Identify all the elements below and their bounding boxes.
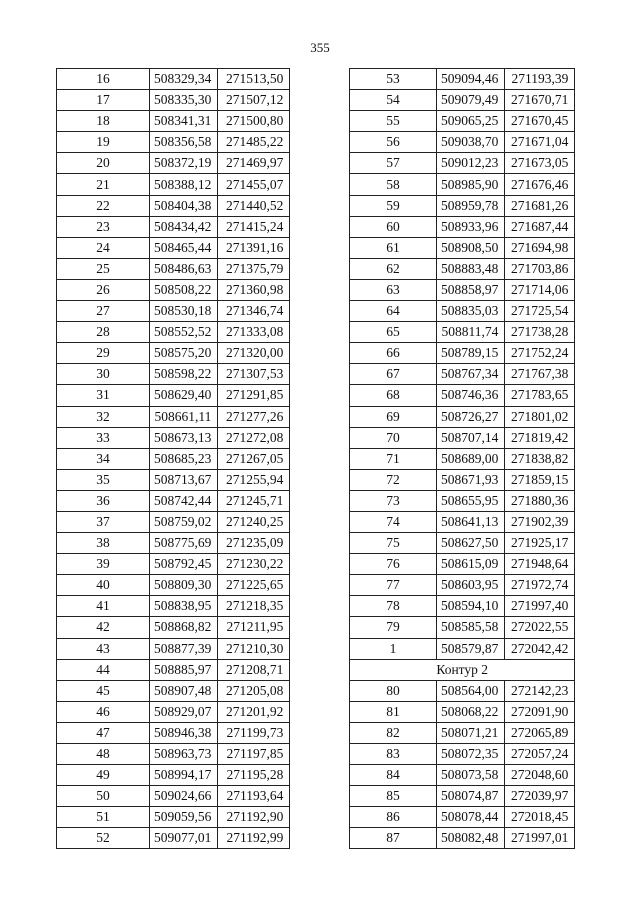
x-coordinate-cell: 508835,03: [437, 301, 505, 322]
point-number-cell: 38: [57, 533, 150, 554]
y-coordinate-cell: 271671,04: [505, 132, 575, 153]
y-coordinate-cell: 271195,28: [218, 765, 290, 786]
table-row: [350, 90, 575, 111]
point-number-cell: 63: [350, 279, 437, 300]
table-row: [350, 765, 575, 786]
x-coordinate-cell: 508071,21: [437, 722, 505, 743]
y-coordinate-cell: 272065,89: [505, 722, 575, 743]
table-row: [350, 153, 575, 174]
point-number-cell: 64: [350, 301, 437, 322]
table-row: [57, 111, 290, 132]
table-row: [350, 744, 575, 765]
y-coordinate-cell: 271211,95: [218, 617, 290, 638]
x-coordinate-cell: 508335,30: [150, 90, 218, 111]
table-row: [350, 279, 575, 300]
x-coordinate-cell: 508868,82: [150, 617, 218, 638]
table-row: [350, 174, 575, 195]
y-coordinate-cell: 271997,40: [505, 596, 575, 617]
x-coordinate-cell: 508078,44: [437, 807, 505, 828]
y-coordinate-cell: 271972,74: [505, 575, 575, 596]
y-coordinate-cell: 271819,42: [505, 427, 575, 448]
table-row: [350, 343, 575, 364]
y-coordinate-cell: 271210,30: [218, 638, 290, 659]
x-coordinate-cell: 509079,49: [437, 90, 505, 111]
point-number-cell: 47: [57, 722, 150, 743]
table-row: [57, 765, 290, 786]
y-coordinate-cell: 271346,74: [218, 301, 290, 322]
table-row: [350, 828, 575, 849]
point-number-cell: 69: [350, 406, 437, 427]
y-coordinate-cell: 271235,09: [218, 533, 290, 554]
point-number-cell: 46: [57, 701, 150, 722]
table-row: [57, 153, 290, 174]
table-row: [350, 322, 575, 343]
point-number-cell: 28: [57, 322, 150, 343]
point-number-cell: 26: [57, 279, 150, 300]
x-coordinate-cell: 508775,69: [150, 533, 218, 554]
y-coordinate-cell: 271455,07: [218, 174, 290, 195]
point-number-cell: 87: [350, 828, 437, 849]
table-row: [350, 807, 575, 828]
y-coordinate-cell: 271193,64: [218, 786, 290, 807]
table-row: [350, 722, 575, 743]
point-number-cell: 83: [350, 744, 437, 765]
point-number-cell: 44: [57, 659, 150, 680]
point-number-cell: 66: [350, 343, 437, 364]
point-number-cell: 58: [350, 174, 437, 195]
point-number-cell: 36: [57, 490, 150, 511]
point-number-cell: 42: [57, 617, 150, 638]
table-row: [350, 554, 575, 575]
point-number-cell: 49: [57, 765, 150, 786]
y-coordinate-cell: 271670,45: [505, 111, 575, 132]
x-coordinate-cell: 509094,46: [437, 69, 505, 90]
point-number-cell: 30: [57, 364, 150, 385]
table-row: [350, 469, 575, 490]
table-row: [57, 554, 290, 575]
x-coordinate-cell: 508508,22: [150, 279, 218, 300]
table-row: [350, 533, 575, 554]
table-row: [350, 237, 575, 258]
table-row: [57, 322, 290, 343]
y-coordinate-cell: 272142,23: [505, 680, 575, 701]
x-coordinate-cell: 508883,48: [437, 258, 505, 279]
table-row: [57, 174, 290, 195]
y-coordinate-cell: 271752,24: [505, 343, 575, 364]
x-coordinate-cell: 508329,34: [150, 69, 218, 90]
page-number: 355: [310, 40, 330, 55]
x-coordinate-cell: 509038,70: [437, 132, 505, 153]
point-number-cell: 76: [350, 554, 437, 575]
y-coordinate-cell: 271801,02: [505, 406, 575, 427]
x-coordinate-cell: 508929,07: [150, 701, 218, 722]
y-coordinate-cell: 271199,73: [218, 722, 290, 743]
table-row: [57, 828, 290, 849]
point-number-cell: 19: [57, 132, 150, 153]
x-coordinate-cell: 508933,96: [437, 216, 505, 237]
table-row: [57, 638, 290, 659]
y-coordinate-cell: 271320,00: [218, 343, 290, 364]
point-number-cell: 55: [350, 111, 437, 132]
x-coordinate-cell: 508671,93: [437, 469, 505, 490]
point-number-cell: 35: [57, 469, 150, 490]
x-coordinate-cell: 508082,48: [437, 828, 505, 849]
table-row: [57, 427, 290, 448]
table-row: [57, 385, 290, 406]
table-row: [57, 343, 290, 364]
table-row: [57, 301, 290, 322]
contour-subheading: Контур 2: [350, 659, 575, 680]
y-coordinate-cell: 271205,08: [218, 680, 290, 701]
y-coordinate-cell: 272039,97: [505, 786, 575, 807]
y-coordinate-cell: 271245,71: [218, 490, 290, 511]
point-number-cell: 77: [350, 575, 437, 596]
y-coordinate-cell: 271192,90: [218, 807, 290, 828]
y-coordinate-cell: 271902,39: [505, 511, 575, 532]
table-row: [57, 722, 290, 743]
y-coordinate-cell: 271440,52: [218, 195, 290, 216]
point-number-cell: 25: [57, 258, 150, 279]
x-coordinate-cell: 508530,18: [150, 301, 218, 322]
y-coordinate-cell: 272048,60: [505, 765, 575, 786]
y-coordinate-cell: 271291,85: [218, 385, 290, 406]
x-coordinate-cell: 508858,97: [437, 279, 505, 300]
table-row: [350, 448, 575, 469]
x-coordinate-cell: 508564,00: [437, 680, 505, 701]
x-coordinate-cell: 508388,12: [150, 174, 218, 195]
x-coordinate-cell: 508486,63: [150, 258, 218, 279]
x-coordinate-cell: 508629,40: [150, 385, 218, 406]
point-number-cell: 37: [57, 511, 150, 532]
y-coordinate-cell: 271192,99: [218, 828, 290, 849]
y-coordinate-cell: 271272,08: [218, 427, 290, 448]
point-number-cell: 48: [57, 744, 150, 765]
point-number-cell: 16: [57, 69, 150, 90]
table-row: [350, 111, 575, 132]
x-coordinate-cell: 508073,58: [437, 765, 505, 786]
x-coordinate-cell: 508068,22: [437, 701, 505, 722]
y-coordinate-cell: 271880,36: [505, 490, 575, 511]
point-number-cell: 33: [57, 427, 150, 448]
x-coordinate-cell: 508759,02: [150, 511, 218, 532]
table-row: [57, 216, 290, 237]
x-coordinate-cell: 508689,00: [437, 448, 505, 469]
y-coordinate-cell: 271225,65: [218, 575, 290, 596]
y-coordinate-cell: 271307,53: [218, 364, 290, 385]
point-number-cell: 56: [350, 132, 437, 153]
point-number-cell: 24: [57, 237, 150, 258]
x-coordinate-cell: 508585,58: [437, 617, 505, 638]
x-coordinate-cell: 508404,38: [150, 195, 218, 216]
y-coordinate-cell: 271267,05: [218, 448, 290, 469]
x-coordinate-cell: 508959,78: [437, 195, 505, 216]
point-number-cell: 53: [350, 69, 437, 90]
x-coordinate-cell: 508789,15: [437, 343, 505, 364]
x-coordinate-cell: 508767,34: [437, 364, 505, 385]
y-coordinate-cell: 271948,64: [505, 554, 575, 575]
point-number-cell: 22: [57, 195, 150, 216]
point-number-cell: 80: [350, 680, 437, 701]
table-row: [57, 807, 290, 828]
coordinates-table-left: [56, 68, 290, 849]
x-coordinate-cell: 508615,09: [437, 554, 505, 575]
y-coordinate-cell: 272042,42: [505, 638, 575, 659]
table-row: [350, 69, 575, 90]
y-coordinate-cell: 271201,92: [218, 701, 290, 722]
x-coordinate-cell: 508641,13: [437, 511, 505, 532]
table-row: [350, 596, 575, 617]
point-number-cell: 40: [57, 575, 150, 596]
x-coordinate-cell: 508552,52: [150, 322, 218, 343]
table-row: [350, 490, 575, 511]
x-coordinate-cell: 508074,87: [437, 786, 505, 807]
table-row: [57, 533, 290, 554]
y-coordinate-cell: 271513,50: [218, 69, 290, 90]
table-row: [57, 680, 290, 701]
table-row: [350, 701, 575, 722]
x-coordinate-cell: 508985,90: [437, 174, 505, 195]
point-number-cell: 29: [57, 343, 150, 364]
point-number-cell: 39: [57, 554, 150, 575]
point-number-cell: 59: [350, 195, 437, 216]
point-number-cell: 60: [350, 216, 437, 237]
x-coordinate-cell: 508713,67: [150, 469, 218, 490]
x-coordinate-cell: 508742,44: [150, 490, 218, 511]
x-coordinate-cell: 508994,17: [150, 765, 218, 786]
y-coordinate-cell: 271694,98: [505, 237, 575, 258]
table-row: [57, 69, 290, 90]
y-coordinate-cell: 271375,79: [218, 258, 290, 279]
table-row: [350, 575, 575, 596]
y-coordinate-cell: 271767,38: [505, 364, 575, 385]
point-number-cell: 43: [57, 638, 150, 659]
table-row: [57, 701, 290, 722]
x-coordinate-cell: 508726,27: [437, 406, 505, 427]
x-coordinate-cell: 508811,74: [437, 322, 505, 343]
table-row: [57, 195, 290, 216]
point-number-cell: 31: [57, 385, 150, 406]
x-coordinate-cell: 509065,25: [437, 111, 505, 132]
point-number-cell: 50: [57, 786, 150, 807]
y-coordinate-cell: 271333,08: [218, 322, 290, 343]
y-coordinate-cell: 271277,26: [218, 406, 290, 427]
y-coordinate-cell: 271670,71: [505, 90, 575, 111]
point-number-cell: 71: [350, 448, 437, 469]
table-row: [57, 258, 290, 279]
y-coordinate-cell: 271469,97: [218, 153, 290, 174]
point-number-cell: 81: [350, 701, 437, 722]
table-row: [350, 406, 575, 427]
point-number-cell: 34: [57, 448, 150, 469]
table-row: [350, 680, 575, 701]
point-number-cell: 52: [57, 828, 150, 849]
y-coordinate-cell: 272018,45: [505, 807, 575, 828]
point-number-cell: 79: [350, 617, 437, 638]
y-coordinate-cell: 272091,90: [505, 701, 575, 722]
table-row: [350, 364, 575, 385]
point-number-cell: 73: [350, 490, 437, 511]
y-coordinate-cell: 271725,54: [505, 301, 575, 322]
y-coordinate-cell: 271673,05: [505, 153, 575, 174]
y-coordinate-cell: 271218,35: [218, 596, 290, 617]
y-coordinate-cell: 271783,65: [505, 385, 575, 406]
point-number-cell: 70: [350, 427, 437, 448]
coordinates-table-right-body: [350, 69, 575, 849]
y-coordinate-cell: 271687,44: [505, 216, 575, 237]
y-coordinate-cell: 271193,39: [505, 69, 575, 90]
x-coordinate-cell: 508579,87: [437, 638, 505, 659]
y-coordinate-cell: 271676,46: [505, 174, 575, 195]
x-coordinate-cell: 508792,45: [150, 554, 218, 575]
point-number-cell: 78: [350, 596, 437, 617]
point-number-cell: 20: [57, 153, 150, 174]
point-number-cell: 54: [350, 90, 437, 111]
y-coordinate-cell: 271197,85: [218, 744, 290, 765]
x-coordinate-cell: 508877,39: [150, 638, 218, 659]
point-number-cell: 67: [350, 364, 437, 385]
point-number-cell: 82: [350, 722, 437, 743]
y-coordinate-cell: 271500,80: [218, 111, 290, 132]
point-number-cell: 57: [350, 153, 437, 174]
table-row: [57, 596, 290, 617]
y-coordinate-cell: 271240,25: [218, 511, 290, 532]
x-coordinate-cell: 509012,23: [437, 153, 505, 174]
table-row: [57, 469, 290, 490]
table-row: [57, 575, 290, 596]
y-coordinate-cell: 271997,01: [505, 828, 575, 849]
y-coordinate-cell: 271230,22: [218, 554, 290, 575]
point-number-cell: 17: [57, 90, 150, 111]
table-row: [350, 511, 575, 532]
table-row: [57, 237, 290, 258]
x-coordinate-cell: 509077,01: [150, 828, 218, 849]
y-coordinate-cell: 271738,28: [505, 322, 575, 343]
y-coordinate-cell: 271485,22: [218, 132, 290, 153]
table-row: [350, 638, 575, 659]
point-number-cell: 45: [57, 680, 150, 701]
x-coordinate-cell: 508655,95: [437, 490, 505, 511]
x-coordinate-cell: 508356,58: [150, 132, 218, 153]
point-number-cell: 68: [350, 385, 437, 406]
table-row: [57, 279, 290, 300]
point-number-cell: 21: [57, 174, 150, 195]
point-number-cell: 72: [350, 469, 437, 490]
table-row: [57, 617, 290, 638]
table-row: [350, 301, 575, 322]
x-coordinate-cell: 508963,73: [150, 744, 218, 765]
table-row: [350, 617, 575, 638]
x-coordinate-cell: 508809,30: [150, 575, 218, 596]
table-row: [57, 90, 290, 111]
y-coordinate-cell: 271859,15: [505, 469, 575, 490]
y-coordinate-cell: 271714,06: [505, 279, 575, 300]
point-number-cell: 85: [350, 786, 437, 807]
coordinates-table-right: [349, 68, 575, 849]
table-row: [350, 258, 575, 279]
y-coordinate-cell: 272022,55: [505, 617, 575, 638]
table-row: [57, 744, 290, 765]
table-row: [350, 385, 575, 406]
x-coordinate-cell: 508673,13: [150, 427, 218, 448]
x-coordinate-cell: 508946,38: [150, 722, 218, 743]
x-coordinate-cell: 508707,14: [437, 427, 505, 448]
contour-subheading-row: [350, 659, 575, 680]
table-row: [350, 132, 575, 153]
table-row: [57, 448, 290, 469]
x-coordinate-cell: 508594,10: [437, 596, 505, 617]
point-number-cell: 65: [350, 322, 437, 343]
point-number-cell: 61: [350, 237, 437, 258]
x-coordinate-cell: 508627,50: [437, 533, 505, 554]
y-coordinate-cell: 271703,86: [505, 258, 575, 279]
x-coordinate-cell: 508598,22: [150, 364, 218, 385]
y-coordinate-cell: 272057,24: [505, 744, 575, 765]
y-coordinate-cell: 271507,12: [218, 90, 290, 111]
y-coordinate-cell: 271681,26: [505, 195, 575, 216]
x-coordinate-cell: 508885,97: [150, 659, 218, 680]
table-row: [350, 427, 575, 448]
table-row: [350, 195, 575, 216]
point-number-cell: 1: [350, 638, 437, 659]
table-row: [57, 490, 290, 511]
table-row: [57, 511, 290, 532]
point-number-cell: 62: [350, 258, 437, 279]
x-coordinate-cell: 508685,23: [150, 448, 218, 469]
table-row: [57, 364, 290, 385]
table-row: [57, 786, 290, 807]
table-row: [57, 132, 290, 153]
y-coordinate-cell: 271415,24: [218, 216, 290, 237]
table-row: [350, 216, 575, 237]
table-row: [350, 786, 575, 807]
point-number-cell: 74: [350, 511, 437, 532]
table-row: [57, 406, 290, 427]
x-coordinate-cell: 508838,95: [150, 596, 218, 617]
x-coordinate-cell: 509024,66: [150, 786, 218, 807]
y-coordinate-cell: 271925,17: [505, 533, 575, 554]
x-coordinate-cell: 508341,31: [150, 111, 218, 132]
x-coordinate-cell: 508661,11: [150, 406, 218, 427]
y-coordinate-cell: 271838,82: [505, 448, 575, 469]
x-coordinate-cell: 508372,19: [150, 153, 218, 174]
x-coordinate-cell: 508746,36: [437, 385, 505, 406]
y-coordinate-cell: 271208,71: [218, 659, 290, 680]
x-coordinate-cell: 508434,42: [150, 216, 218, 237]
point-number-cell: 84: [350, 765, 437, 786]
point-number-cell: 75: [350, 533, 437, 554]
point-number-cell: 51: [57, 807, 150, 828]
x-coordinate-cell: 508908,50: [437, 237, 505, 258]
point-number-cell: 23: [57, 216, 150, 237]
coordinates-table-left-body: [57, 69, 290, 849]
x-coordinate-cell: 508907,48: [150, 680, 218, 701]
y-coordinate-cell: 271255,94: [218, 469, 290, 490]
y-coordinate-cell: 271360,98: [218, 279, 290, 300]
point-number-cell: 41: [57, 596, 150, 617]
point-number-cell: 86: [350, 807, 437, 828]
x-coordinate-cell: 509059,56: [150, 807, 218, 828]
x-coordinate-cell: 508465,44: [150, 237, 218, 258]
point-number-cell: 18: [57, 111, 150, 132]
table-row: [57, 659, 290, 680]
point-number-cell: 27: [57, 301, 150, 322]
x-coordinate-cell: 508072,35: [437, 744, 505, 765]
x-coordinate-cell: 508603,95: [437, 575, 505, 596]
point-number-cell: 32: [57, 406, 150, 427]
x-coordinate-cell: 508575,20: [150, 343, 218, 364]
y-coordinate-cell: 271391,16: [218, 237, 290, 258]
